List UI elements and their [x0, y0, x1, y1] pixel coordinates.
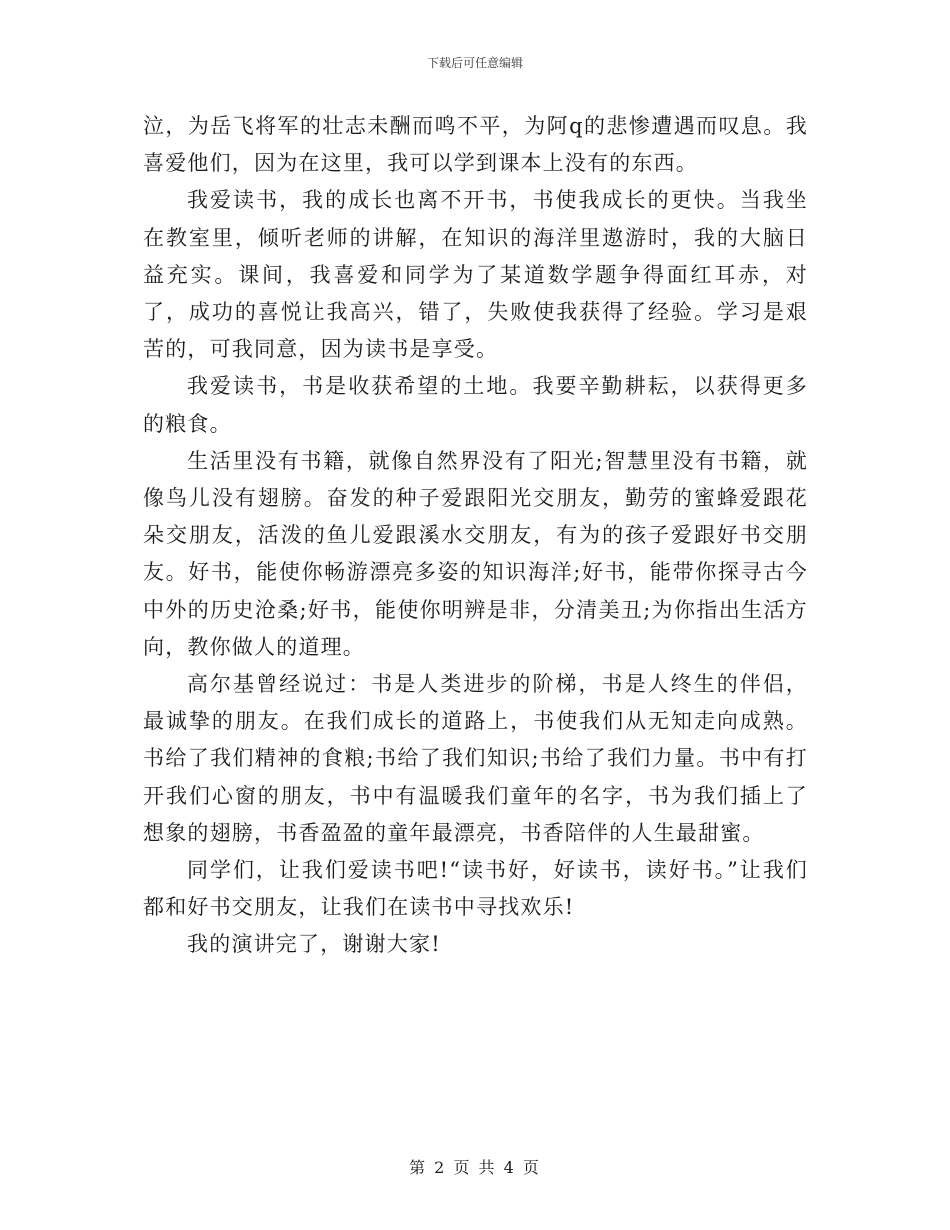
body-text	[143, 108, 808, 964]
paragraph-2: 我爱读书，我的成长也离不开书，书使我成长的更快。当我坐在教室里，倾听老师的讲解，在知识的海洋里遨游时，我的大脑日益充实。课间，我喜爱和同学为了某道数学题争得面红耳赤，对了，成功的喜悦让我高兴，错了，失败使我获得了经验。学习是艰苦的，可我同意，因为读书是享受。	[143, 188, 808, 362]
paragraph-6: 同学们，让我们爱读书吧!“读书好，好读书，读好书。”让我们都和好书交朋友，让我们在读书中寻找欢乐!	[143, 858, 808, 920]
paragraph-4: 生活里没有书籍，就像自然界没有了阳光;智慧里没有书籍，就像鸟儿没有翅膀。奋发的种子爱跟阳光交朋友，勤劳的蜜蜂爱跟花朵交朋友，活泼的鱼儿爱跟溪水交朋友，有为的孩子爱跟好书交朋友。好书，能使你畅游漂亮多姿的知识海洋;好书，能带你探寻古今中外的历史沧桑;好书，能使你明辨是非，分清美丑;为你指出生活方向，教你做人的道理。	[143, 448, 808, 659]
paragraph-3: 我爱读书，书是收获希望的土地。我要辛勤耕耘，以获得更多的粮食。	[143, 374, 808, 436]
paragraph-1: 泣，为岳飞将军的壮志未酬而鸣不平，为阿q的悲惨遭遇而叹息。我喜爱他们，因为在这里，我可以学到课本上没有的东西。	[143, 114, 808, 176]
paragraph-5: 高尔基曾经说过：书是人类进步的阶梯，书是人终生的伴侣，最诚挚的朋友。在我们成长的道路上，书使我们从无知走向成熟。书给了我们精神的食粮;书给了我们知识;书给了我们力量。书中有打开我们心窗的朋友，书中有温暖我们童年的名字，书为我们插上了想象的翅膀，书香盈盈的童年最漂亮，书香陪伴的人生最甜蜜。	[143, 672, 808, 845]
header-note: 下载后可任意编辑	[426, 56, 523, 70]
paragraph-7: 我的演讲完了，谢谢大家!	[187, 932, 441, 957]
page-number: 第 2 页 共 4 页	[409, 1158, 541, 1177]
